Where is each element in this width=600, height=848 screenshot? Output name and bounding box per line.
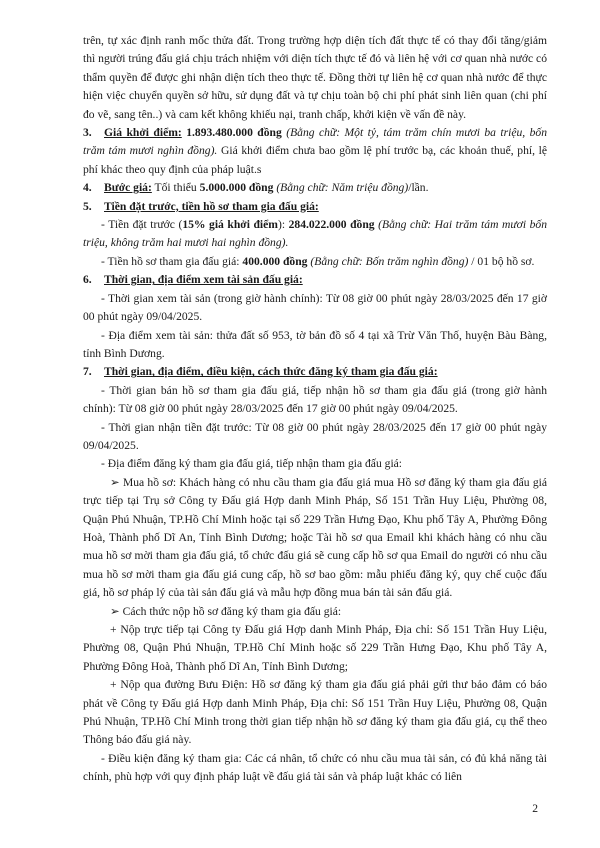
deposit-percent: 15% giá khởi điểm — [182, 218, 278, 232]
bid-step-words: (Bằng chữ: Năm triệu đồng) — [276, 181, 409, 195]
section-6-number: 6. — [83, 273, 92, 287]
deposit-receipt-time: - Thời gian nhận tiền đặt trước: Từ 08 giờ 00 phút ngày 28/03/2025 đến 17 giờ 00 phút ngày 09/04/2025. — [83, 420, 547, 452]
fee-amount: 400.000 đồng — [242, 254, 308, 268]
postal-submission: + Nộp qua đường Bưu Điện: Hồ sơ đăng ký tham gia đấu giá phải gửi thư bảo đảm có báo phát về Công ty Đấu giá Hợp danh Minh Pháp, Địa chỉ: Số 151 Trần Huy Liệu, Phường 08, Quận Phú Nhuận, TP.Hồ Chí Minh trong thời gian tiếp nhận hồ sơ đăng ký tham gia đấu giá, cụ thể theo Thông báo đấu giá này. — [83, 678, 547, 747]
starting-price-words: (Bằng chữ: Một tỷ, tám trăm chín mươi ba triệu, bốn trăm tám mươi nghìn đồng). — [83, 126, 548, 158]
bid-step-suffix: /lần. — [408, 181, 429, 195]
starting-price-amount: 1.893.480.000 đồng — [186, 126, 282, 140]
intro-paragraph: trên, tự xác định ranh mốc thửa đất. Trong trường hợp diện tích đất thực tế có thay đổi tăng/giảm thì người trúng đấu giá chịu trách nhiệm với diện tích thực tế đó và liên hệ với cơ quan nhà nước có thẩm quyền để được ghi nhận diện tích theo thực tế. Đồng thời tự liên hệ cơ quan nhà nước để thực hiện việc chuyển quyền sở hữu, sử dụng đất và tự chịu toàn bộ chi phí phát sinh liên quan (chi phí đo vẽ, sang tên..) và cam kết không khiếu nại, tranh chấp, khởi kiện về vấn đề này. — [83, 34, 547, 121]
fee-words: (Bằng chữ: Bốn trăm nghìn đồng) — [310, 254, 469, 268]
fee-prefix: - Tiền hồ sơ tham gia đấu giá: — [101, 254, 240, 268]
fee-suffix: / 01 bộ hồ sơ. — [471, 254, 535, 268]
bid-step-amount: 5.000.000 đồng — [199, 181, 274, 195]
section-7-number: 7. — [83, 365, 92, 379]
section-3-number: 3. — [83, 126, 92, 140]
section-3-label: Giá khởi điểm: — [104, 126, 182, 140]
submission-method-item: ➢ Cách thức nộp hồ sơ đăng ký tham gia đấu giá: — [110, 604, 342, 618]
viewing-place: - Địa điểm xem tài sản: thửa đất số 953, tờ bản đồ số 4 tại xã Trừ Văn Thố, huyện Bàu Bàng, tỉnh Bình Dương. — [83, 328, 547, 360]
section-3-starting-price — [83, 124, 547, 179]
section-4-label: Bước giá: — [104, 181, 152, 195]
application-sale-time: - Thời gian bán hồ sơ tham gia đấu giá, tiếp nhận hồ sơ tham gia đấu giá (trong giờ hành chính): Từ 08 giờ 00 phút ngày 28/03/2025 đến 17 giờ 00 phút ngày 09/04/2025. — [83, 383, 547, 416]
deposit-amount: 284.022.000 đồng — [288, 218, 375, 232]
section-4-number: 4. — [83, 181, 92, 195]
deposit-paragraph — [83, 216, 547, 253]
starting-price-note: Giá khởi điểm chưa bao gồm lệ phí trước bạ, các khoản thuế, phí, lệ phí khác theo quy định của pháp luật.s — [83, 144, 547, 176]
viewing-time: - Thời gian xem tài sản (trong giờ hành chính): Từ 08 giờ 00 phút ngày 28/03/2025 đến 17 giờ 00 phút ngày 09/04/2025. — [83, 291, 547, 324]
registration-place: - Địa điểm đăng ký tham gia đấu giá, tiếp nhận tham gia đấu giá: — [101, 457, 403, 471]
page-number: 2 — [532, 801, 538, 815]
fee-paragraph — [83, 253, 547, 271]
section-7-title: Thời gian, địa điểm, điều kiện, cách thức đăng ký tham gia đấu giá: — [104, 365, 438, 379]
section-6-title: Thời gian, địa điểm xem tài sản đấu giá: — [104, 273, 303, 287]
bid-step-prefix: Tối thiểu — [154, 181, 197, 195]
section-5-title: Tiền đặt trước, tiền hồ sơ tham gia đấu giá: — [104, 199, 319, 213]
deposit-colon: ): — [277, 218, 286, 232]
buy-application-item: ➢ Mua hồ sơ: Khách hàng có nhu cầu tham gia đấu giá mua Hồ sơ đăng ký tham gia đấu giá trực tiếp tại Trụ sở Công ty Đấu giá Hợp danh Minh Pháp, Số 151 Trần Huy Liệu, Phường 08, Quận Phú Nhuận, TP.Hồ Chí Minh hoặc tại số 229 Trần Hưng Đạo, Khu phố Tây A, Phường Đông Hoà, Thành phố Dĩ An, Tỉnh Bình Dương; hoặc Tài hồ sơ qua Email khi khách hàng có nhu cầu mua hồ sơ mời tham gia đấu giá, tổ chức đấu giá sẽ cung cấp hồ sơ qua Email do người có nhu cầu mua hồ sơ mời tham gia đấu giá cung cấp, hồ sơ bao gồm: mẫu phiếu đăng ký, quy chế cuộc đấu giá, hồ sơ pháp lý của tài sản đấu giá và mẫu hợp đồng mua bán tài sản đấu giá. — [83, 475, 547, 600]
section-6-heading — [83, 271, 547, 289]
registration-conditions: - Điều kiện đăng ký tham gia: Các cá nhân, tổ chức có nhu cầu mua tài sản, có đủ khả năng tài chính, phù hợp với quy định pháp luật về đấu giá tài sản và pháp luật khác có liên — [83, 751, 547, 784]
section-5-heading — [83, 198, 547, 216]
direct-submission: + Nộp trực tiếp tại Công ty Đấu giá Hợp danh Minh Pháp, Địa chỉ: Số 151 Trần Huy Liệu, Phường 08, Quận Phú Nhuận, TP.Hồ Chí Minh hoặc số 229 Trần Hưng Đạo, Khu phố Tây A, Phường Đông Hoà, Thành phố Dĩ An, Tỉnh Bình Dương; — [83, 623, 547, 673]
deposit-prefix: - Tiền đặt trước ( — [101, 218, 183, 232]
section-4-bid-step — [83, 179, 547, 197]
deposit-words: (Bằng chữ: Hai trăm tám mươi bốn triệu, không trăm hai mươi hai nghìn đồng). — [83, 218, 548, 250]
section-5-number: 5. — [83, 199, 92, 213]
section-7-heading — [83, 363, 547, 381]
